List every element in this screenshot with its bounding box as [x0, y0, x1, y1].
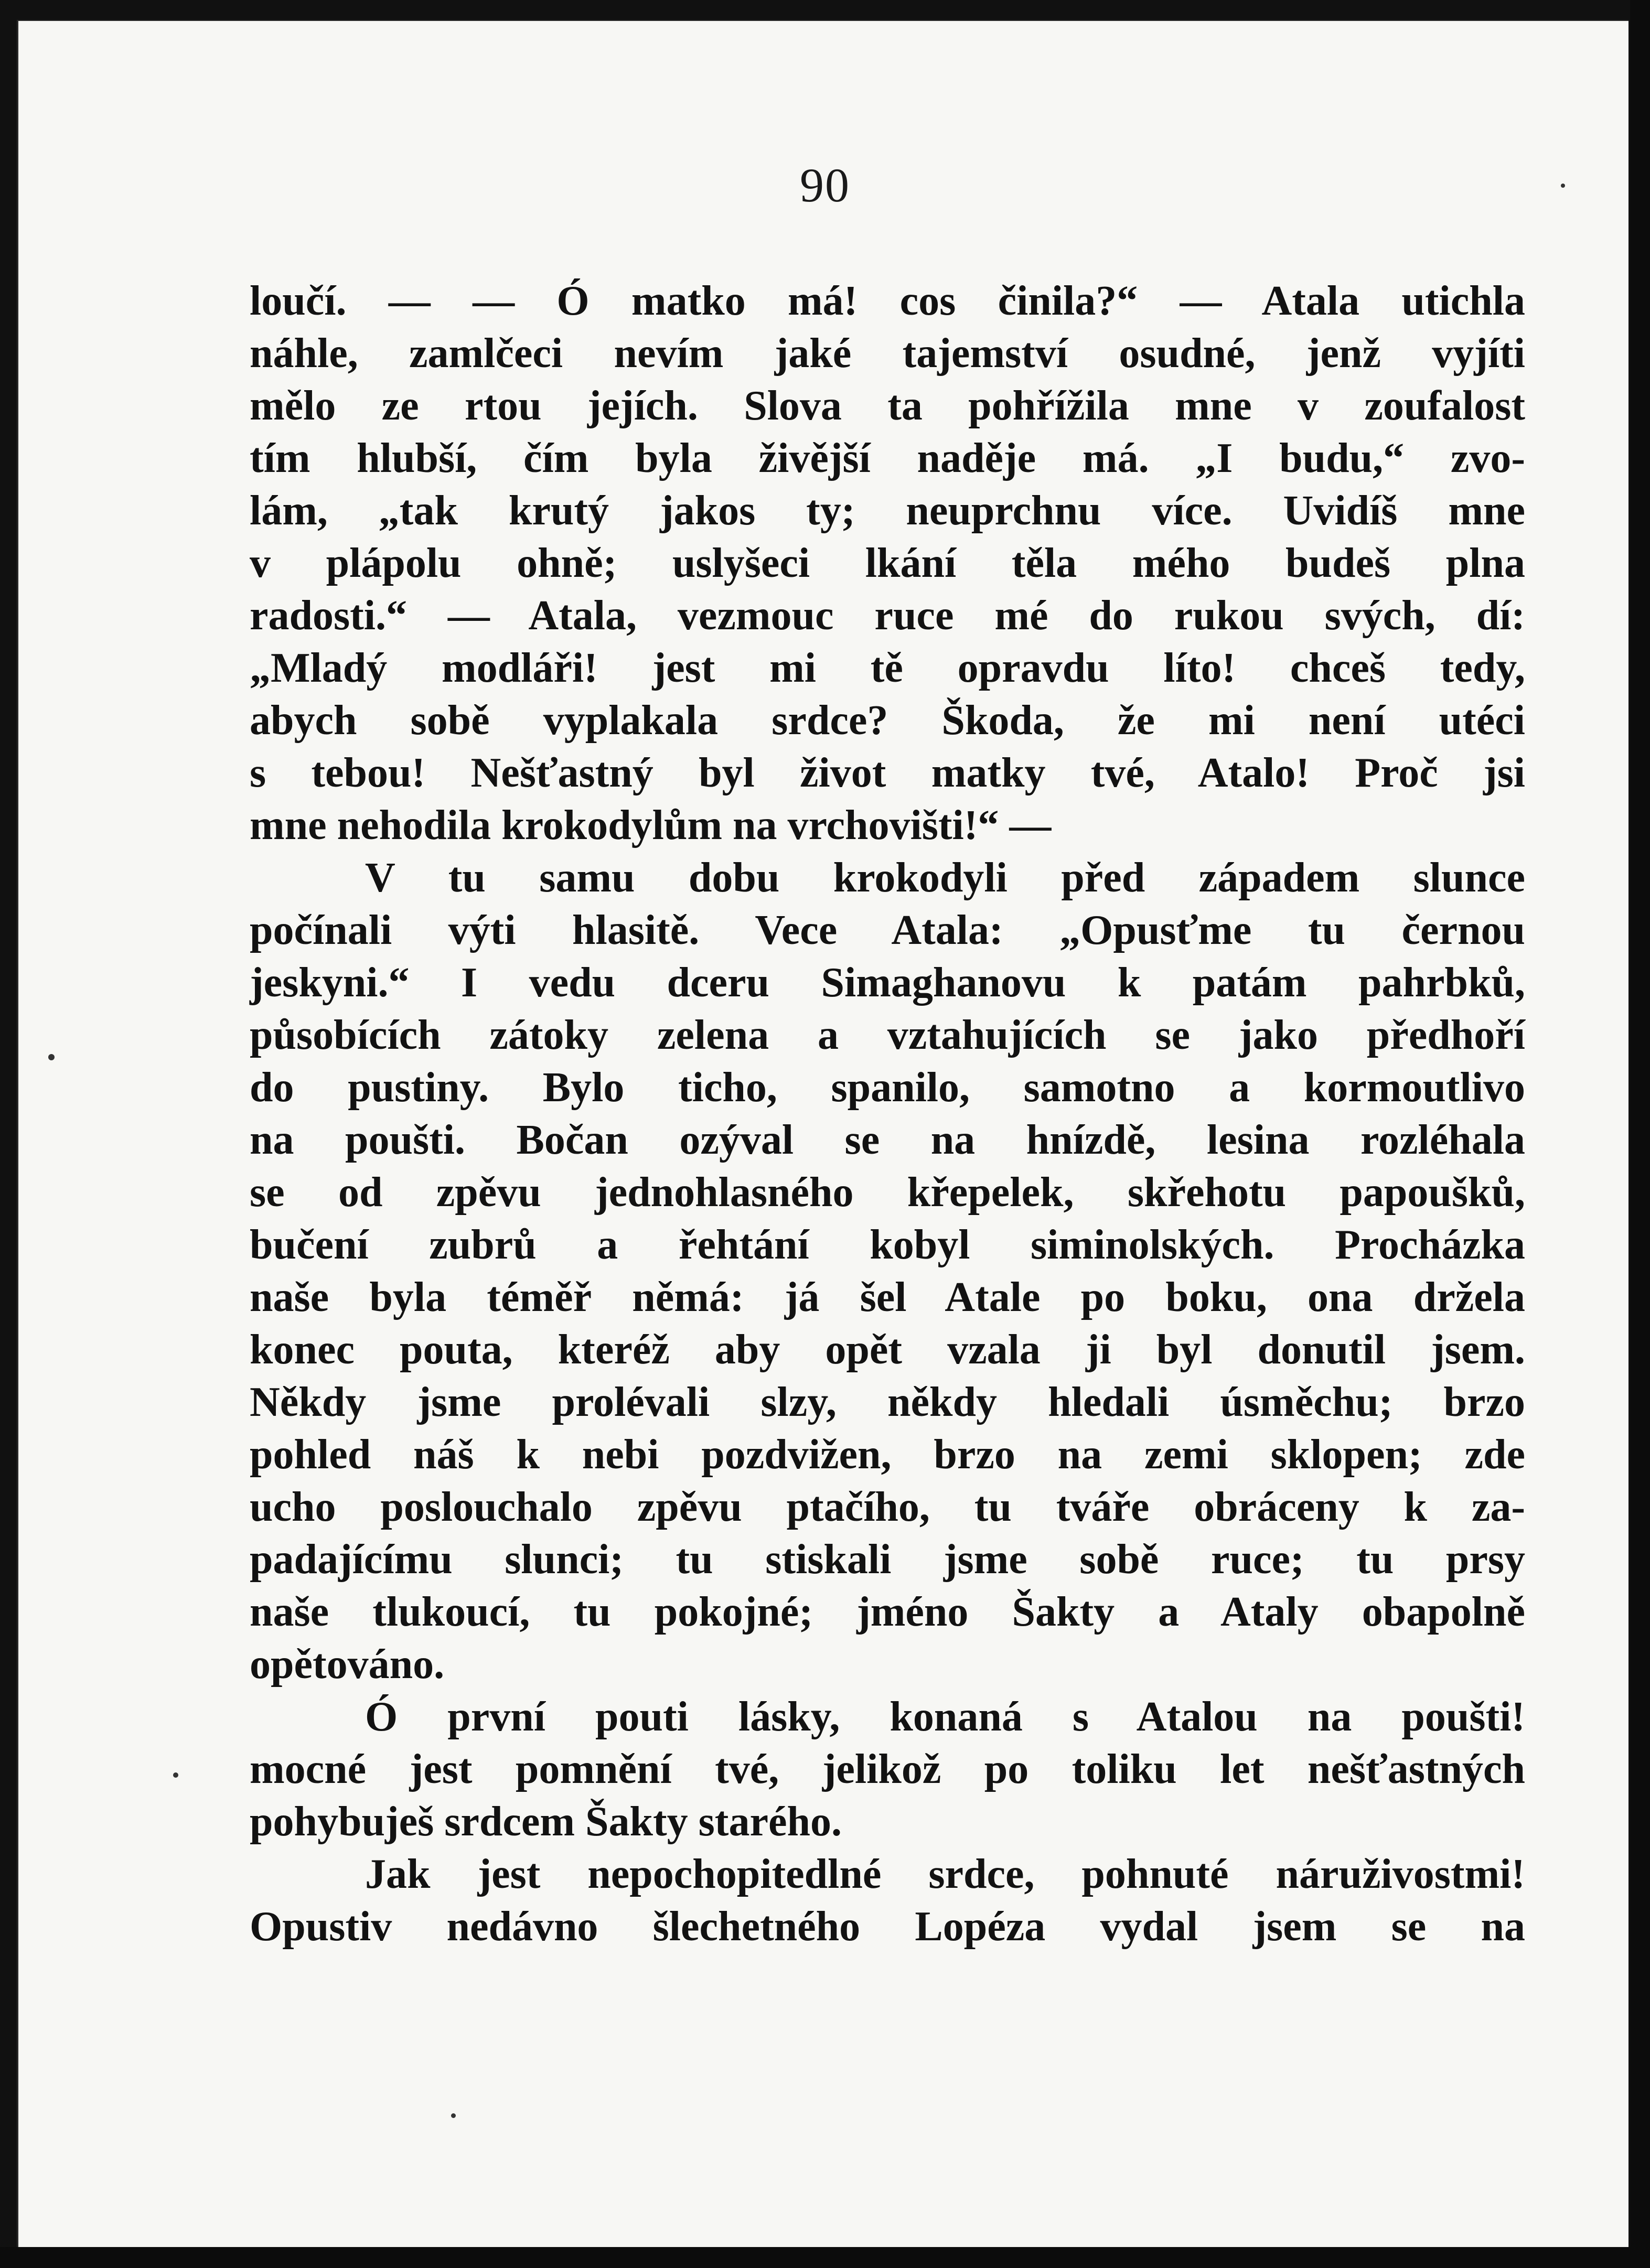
text-line: konec pouta, kteréž aby opět vzala ji byl donutil jsem.	[250, 1327, 1525, 1373]
text-line: působících zátoky zelena a vztahujících se jako předhoří	[250, 1012, 1525, 1058]
text-line: pohybuješ srdcem Šakty starého.	[250, 1799, 842, 1845]
text-line: na poušti. Bočan ozýval se na hnízdě, lesina rozléhala	[250, 1117, 1525, 1163]
text-line: mocné jest pomnění tvé, jelikož po toliku let nešťastných	[250, 1746, 1525, 1792]
text-line: opětováno.	[250, 1641, 445, 1687]
text-line: se od zpěvu jednohlasného křepelek, skřehotu papoušků,	[250, 1169, 1525, 1216]
text-line: lám, „tak krutý jakos ty; neuprchnu více. Uvidíš mne	[250, 488, 1525, 534]
body-text	[250, 275, 1525, 1953]
text-line: Někdy jsme prolévali slzy, někdy hledali úsměchu; brzo	[250, 1379, 1525, 1425]
paragraph	[250, 1848, 1525, 1953]
text-line: pohled náš k nebi pozdvižen, brzo na zemi sklopen; zde	[250, 1432, 1525, 1478]
text-line: V tu samu dobu krokodyli před západem slunce	[365, 855, 1525, 901]
text-line: do pustiny. Bylo ticho, spanilo, samotno a kormoutlivo	[250, 1065, 1525, 1111]
dust-speck	[48, 1054, 55, 1060]
text-line: mělo ze rtou jejích. Slova ta pohřížila mne v zoufalost	[250, 383, 1525, 429]
text-line: Ó první pouti lásky, konaná s Atalou na poušti!	[365, 1694, 1525, 1740]
text-line: jeskyni.“ I vedu dceru Simaghanovu k patám pahrbků,	[250, 960, 1525, 1006]
paragraph	[250, 275, 1525, 852]
paragraph	[250, 1691, 1525, 1848]
text-line: ucho poslouchalo zpěvu ptačího, tu tváře obráceny k za-	[250, 1484, 1525, 1530]
paragraph	[250, 852, 1525, 1691]
dust-speck	[451, 2113, 456, 2118]
text-line: Jak jest nepochopitedlné srdce, pohnuté náruživostmi!	[365, 1851, 1525, 1897]
text-line: radosti.“ — Atala, vezmouc ruce mé do rukou svých, dí:	[250, 593, 1525, 639]
text-line: v plápolu ohně; uslyšeci lkání těla mého budeš plna	[250, 540, 1525, 586]
text-line: loučí. — — Ó matko má! cos činila?“ — Atala utichla	[250, 278, 1525, 324]
dust-speck	[173, 1772, 178, 1778]
page-number: 90	[800, 158, 850, 212]
text-line: náhle, zamlčeci nevím jaké tajemství osudné, jenž vyjíti	[250, 330, 1525, 377]
text-line: tím hlubší, čím byla živější naděje má. „I budu,“ zvo-	[250, 435, 1525, 481]
text-line: bučení zubrů a řehtání kobyl siminolských. Procházka	[250, 1222, 1525, 1268]
text-line: abych sobě vyplakala srdce? Škoda, že mi není utéci	[250, 697, 1525, 744]
scan-right-edge	[1630, 0, 1650, 2268]
text-line: mne nehodila krokodylům na vrchovišti!“ —	[250, 802, 1052, 848]
text-line: s tebou! Nešťastný byl život matky tvé, Atalo! Proč jsi	[250, 750, 1525, 796]
text-line: počínali výti hlasitě. Vece Atala: „Opusťme tu černou	[250, 907, 1525, 953]
text-line: „Mladý modláři! jest mi tě opravdu líto! chceš tedy,	[250, 645, 1525, 691]
text-line: naše tlukoucí, tu pokojné; jméno Šakty a Ataly obapolně	[250, 1589, 1525, 1635]
text-line: naše byla téměř němá: já šel Atale po boku, ona držela	[250, 1274, 1525, 1320]
text-line: Opustiv nedávno šlechetného Lopéza vydal jsem se na	[250, 1904, 1525, 1950]
text-line: padajícímu slunci; tu stiskali jsme sobě ruce; tu prsy	[250, 1536, 1525, 1583]
scan-bottom-edge	[0, 2247, 1650, 2268]
